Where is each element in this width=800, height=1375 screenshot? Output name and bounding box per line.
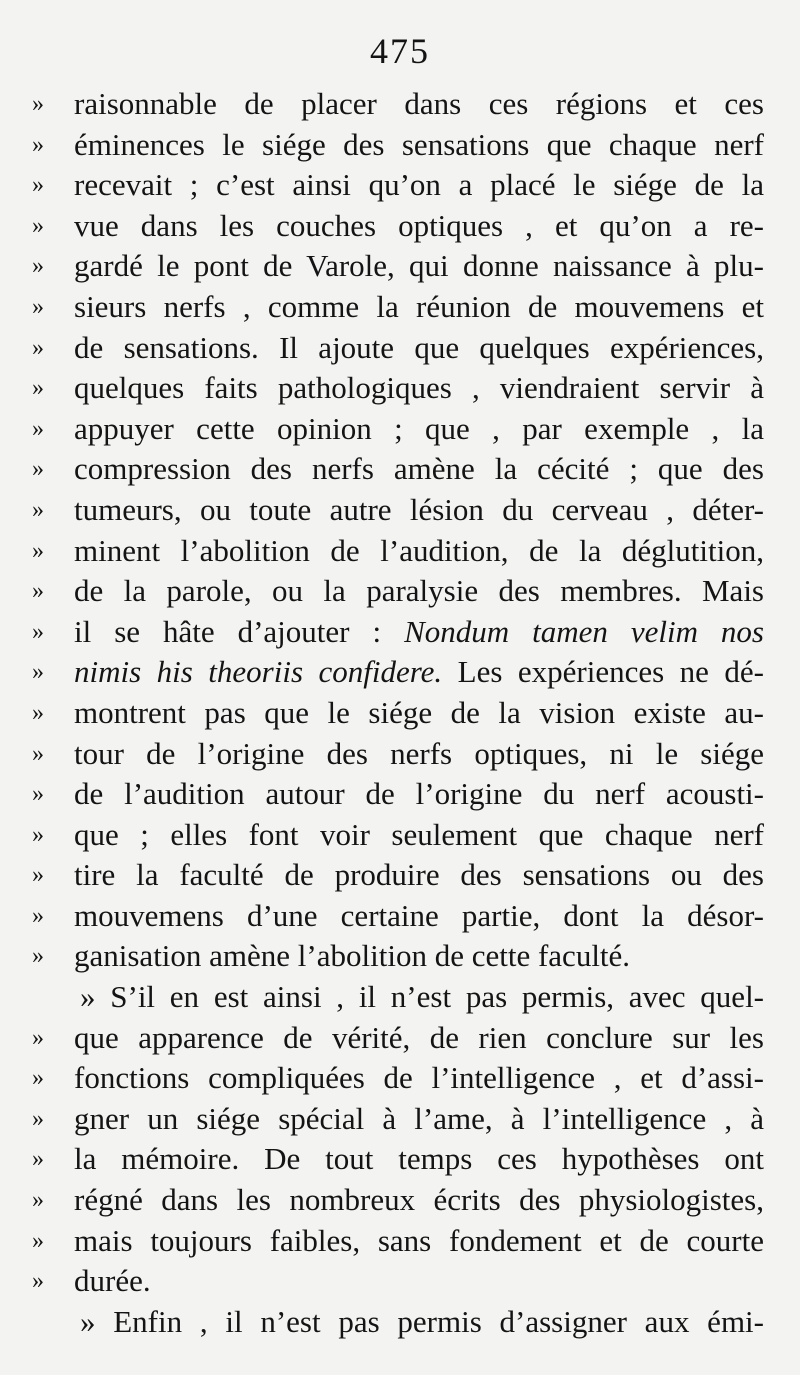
quote-mark: » — [32, 1065, 44, 1092]
text-line — [30, 449, 770, 490]
latin-quotation: nimis his theoriis confidere. — [74, 654, 443, 690]
text-line — [30, 84, 770, 125]
quote-mark: » — [32, 1105, 44, 1132]
line-text: nimis his theoriis confidere. Les expériences ne dé- — [74, 654, 764, 690]
line-text: sieurs nerfs , comme la réunion de mouvemens et — [74, 288, 764, 324]
text-line — [30, 1302, 770, 1343]
line-text: compression des nerfs amène la cécité ; que des — [74, 451, 764, 487]
line-text: éminences le siége des sensations que chaque nerf — [74, 126, 764, 162]
quote-mark: » — [32, 496, 44, 523]
line-text: que ; elles font voir seulement que chaque nerf — [74, 816, 764, 852]
page-number: 475 — [370, 31, 430, 71]
text-line — [30, 287, 770, 328]
quote-mark: » — [32, 293, 44, 320]
quote-mark: » — [32, 537, 44, 564]
text-line — [30, 855, 770, 896]
line-text: vue dans les couches optiques , et qu’on a re- — [74, 207, 764, 243]
quote-mark: » — [32, 1187, 44, 1214]
line-text: appuyer cette opinion ; que , par exemple , la — [74, 410, 764, 446]
line-text: raisonnable de placer dans ces régions et ces — [74, 86, 764, 121]
text-line — [30, 1139, 770, 1180]
quote-mark: » — [32, 415, 44, 442]
text-line — [30, 368, 770, 409]
line-text: tumeurs, ou toute autre lésion du cerveau , déter- — [74, 491, 764, 527]
quote-mark: » — [32, 1227, 44, 1254]
text-line — [30, 125, 770, 166]
line-text: la mémoire. De tout temps ces hypothèses ont — [74, 1141, 764, 1177]
text-line — [30, 1099, 770, 1140]
body-text — [30, 84, 770, 1342]
quote-mark: » — [32, 375, 44, 402]
quote-mark: » — [32, 456, 44, 483]
quote-mark: » — [32, 578, 44, 605]
quote-mark: » — [32, 821, 44, 848]
text-line — [30, 246, 770, 287]
text-line — [30, 490, 770, 531]
latin-quotation: Nondum tamen velim nos — [404, 613, 764, 649]
line-text: durée. — [74, 1263, 151, 1299]
quote-mark: » — [32, 1268, 44, 1295]
text-line — [30, 612, 770, 653]
line-text: ganisation amène l’abolition de cette faculté. — [74, 938, 631, 974]
quote-mark: » — [32, 618, 44, 645]
line-text: tire la faculté de produire des sensations ou des — [74, 857, 764, 893]
line-text: fonctions compliquées de l’intelligence , et d’assi- — [74, 1060, 764, 1096]
text-line — [30, 409, 770, 450]
text-line — [30, 531, 770, 572]
text-line — [30, 652, 770, 693]
text-line — [30, 977, 770, 1018]
quote-mark: » — [32, 1024, 44, 1051]
line-text: de la parole, ou la paralysie des membres. Mais — [74, 573, 764, 609]
text-line — [30, 165, 770, 206]
line-text: montrent pas que le siége de la vision existe au- — [74, 694, 764, 730]
line-text: mais toujours faibles, sans fondement et de courte — [74, 1222, 764, 1258]
quote-mark: » — [32, 781, 44, 808]
quote-mark: » — [32, 659, 44, 686]
line-text: de sensations. Il ajoute que quelques expériences, — [74, 329, 764, 365]
line-text: » S’il en est ainsi , il n’est pas permis, avec quel- — [80, 979, 764, 1015]
text-line — [30, 571, 770, 612]
line-text: minent l’abolition de l’audition, de la déglutition, — [74, 532, 764, 568]
line-text: il se hâte d’ajouter : Nondum tamen velim nos — [74, 613, 764, 649]
quote-mark: » — [32, 1146, 44, 1173]
quote-mark: » — [32, 212, 44, 239]
quote-mark: » — [32, 172, 44, 199]
text-line — [30, 774, 770, 815]
text-line — [30, 1058, 770, 1099]
line-text: régné dans les nombreux écrits des physiologistes, — [74, 1182, 764, 1218]
quote-mark: » — [32, 91, 44, 117]
line-text: recevait ; c’est ainsi qu’on a placé le siége de la — [74, 167, 764, 203]
text-line — [30, 693, 770, 734]
line-text: gardé le pont de Varole, qui donne naissance à plu- — [74, 248, 764, 284]
line-text: » Enfin , il n’est pas permis d’assigner aux émi- — [80, 1303, 764, 1339]
quote-mark: » — [32, 862, 44, 889]
text-line — [30, 896, 770, 937]
line-text: que apparence de vérité, de rien conclure sur les — [74, 1019, 764, 1055]
line-text: mouvemens d’une certaine partie, dont la désor- — [74, 897, 764, 933]
text-line — [30, 734, 770, 775]
quote-mark: » — [32, 943, 44, 970]
line-text: quelques faits pathologiques , viendraient servir à — [74, 370, 764, 406]
text-line — [30, 206, 770, 247]
line-text: gner un siége spécial à l’ame, à l’intelligence , à — [74, 1100, 764, 1136]
text-line — [30, 1261, 770, 1302]
text-line — [30, 328, 770, 369]
text-line — [30, 1018, 770, 1059]
quote-mark: » — [32, 902, 44, 929]
text-line — [30, 1221, 770, 1262]
line-text: de l’audition autour de l’origine du nerf acousti- — [74, 776, 764, 812]
quote-mark: » — [32, 334, 44, 361]
text-line — [30, 1180, 770, 1221]
quote-mark: » — [32, 131, 44, 158]
text-line — [30, 815, 770, 856]
text-line — [30, 936, 770, 977]
quote-mark: » — [32, 699, 44, 726]
quote-mark: » — [32, 740, 44, 767]
quote-mark: » — [32, 253, 44, 280]
line-text: tour de l’origine des nerfs optiques, ni le siége — [74, 735, 764, 771]
